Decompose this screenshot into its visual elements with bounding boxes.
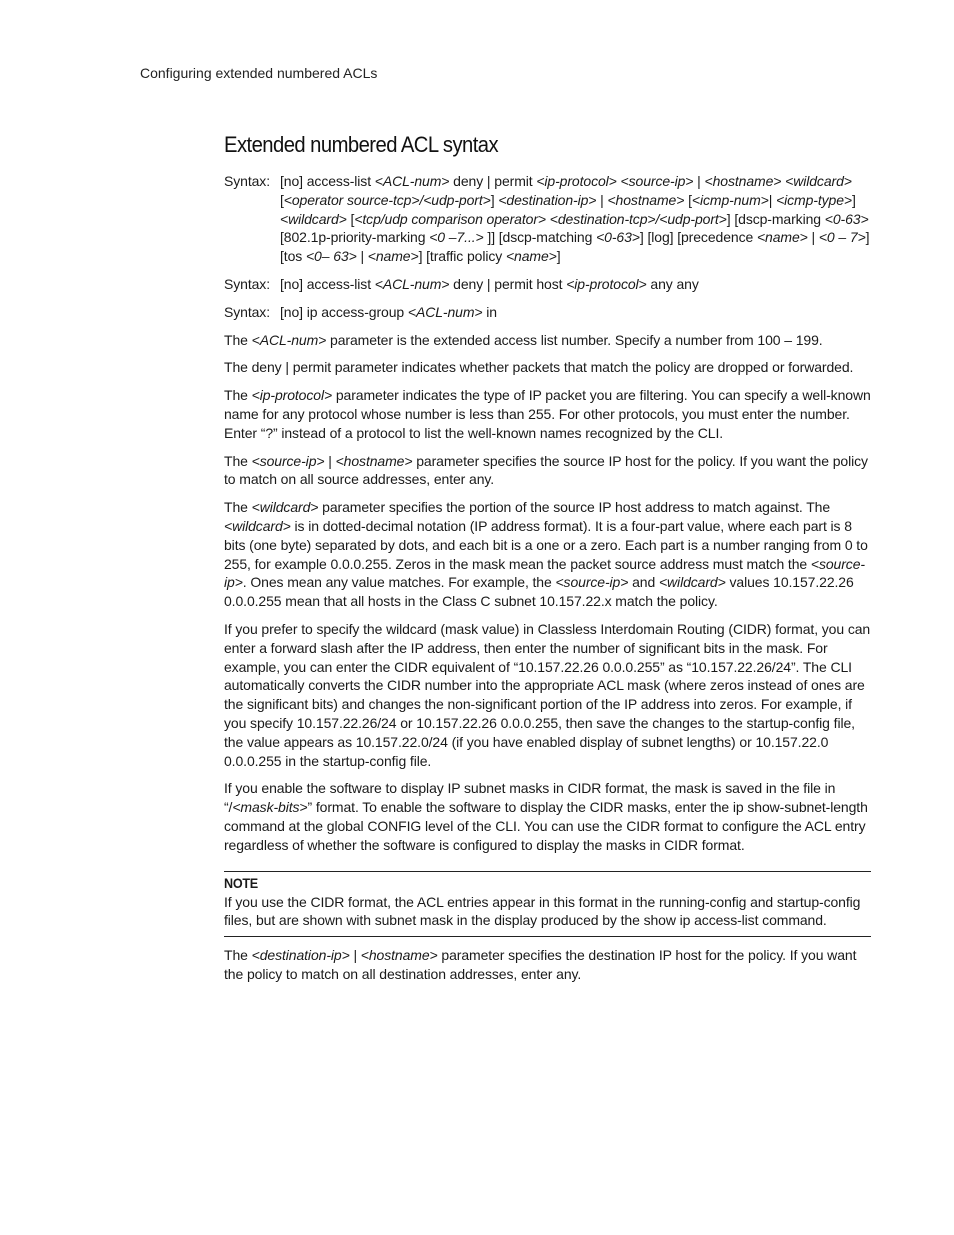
paragraph-cidr: If you prefer to specify the wildcard (mask value) in Classless Interdomain Routing (CIDR) format, you can enter a forward slash after the IP address, then enter the number of significant bits in the mask. For example, you can enter the CIDR equivalent of “10.157.22.26 0.0.0.255” as “10.157.22.26/24”. The CLI automatically converts the CIDR number into the appropriate ACL mask (where zeros instead of ones are the significant bits) and changes the non-significant portion of the IP address into zeros. For example, if you specify 10.157.22.26/24 or 10.157.22.26 0.0.0.255, then save the changes to the startup-config file, the value appears as 10.157.22.0/24 (if you have enabled display of subnet lengths) or 10.157.22.0 0.0.0.255 in the startup-config file. [224,620,871,769]
syntax-text-2: [no] access-list <ACL-num> deny | permit host <ip-protocol> any any [280,275,699,292]
paragraph-deny-permit: The deny | permit parameter indicates whether packets that match the policy are dropped or forwarded. [224,359,854,376]
paragraph-destination-ip: The <destination-ip> | <hostname> parameter specifies the destination IP host for the policy. If you want the policy to match on all destination addresses, enter any. [224,947,857,982]
syntax-block-1 [224,172,871,266]
section-heading: Extended numbered ACL syntax [224,132,499,157]
paragraph-acl-num: The <ACL-num> parameter is the extended access list number. Specify a number from 100 – 199. [224,331,823,348]
running-head: Configuring extended numbered ACLs [140,65,378,81]
paragraph-source-ip: The <source-ip> | <hostname> parameter specifies the source IP host for the policy. If you want the policy to match on all source addresses, enter any. [224,452,868,488]
syntax-block-2 [224,275,871,294]
syntax-text-1: [no] access-list <ACL-num> deny | permit <ip-protocol> <source-ip> | <hostname> <wildcard> [<operator source-tcp>/<udp-port>] <destination-ip> | <hostname> [<icmp-num>| <icmp-type>] <wildcard> [<tcp/udp comparison operator> <destination-tcp>/<udp-port>] [dscp-marking <0-63> [802.1p-priority-marking <0 –7...> ]] [dscp-matching <0-63>] [log] [precedence <name> | <0 – 7>] [tos <0– 63> | <name>] [traffic policy <name>] [280,173,870,265]
syntax-label: Syntax: [224,275,270,292]
syntax-label: Syntax: [224,303,270,320]
note-box [224,871,871,938]
note-title: NOTE [224,874,258,891]
paragraph-cidr-display: If you enable the software to display IP subnet masks in CIDR format, the mask is saved in the file in “/<mask-bits>” format. To enable the software to display the CIDR masks, enter the ip show-subnet-length command at the global CONFIG level of the CLI. You can use the CIDR format to configure the ACL entry regardless of whether the software is configured to display the masks in CIDR format. [224,780,868,853]
paragraph-wildcard: The <wildcard> parameter specifies the portion of the source IP host address to match against. The <wildcard> is in dotted-decimal notation (IP address format). It is a four-part value, where each part is 8 bits (one byte) separated by dots, and each bit is a one or a zero. Each part is a number ranging from 0 to 255, for example 0.0.0.255. Zeros in the mask mean the packet source address must match the <source-ip>. Ones mean any value matches. For example, the <source-ip> and <wildcard> values 10.157.22.26 0.0.0.255 mean that all hosts in the Class C subnet 10.157.22.x match the policy. [224,499,868,610]
paragraph-ip-protocol: The <ip-protocol> parameter indicates the type of IP packet you are filtering. You can specify a well-known name for any protocol whose number is less than 255. For other protocols, you must enter the number. Enter “?” instead of a protocol to list the well-known names recognized by the CLI. [224,387,871,441]
syntax-label: Syntax: [224,173,270,189]
note-text: If you use the CIDR format, the ACL entries appear in this format in the running-config and startup-config files, but are shown with subnet mask in the display produced by the show ip access-list command. [224,893,861,929]
syntax-text-3: [no] ip access-group <ACL-num> in [280,303,497,320]
page-content [224,132,871,993]
syntax-block-3 [224,303,871,322]
